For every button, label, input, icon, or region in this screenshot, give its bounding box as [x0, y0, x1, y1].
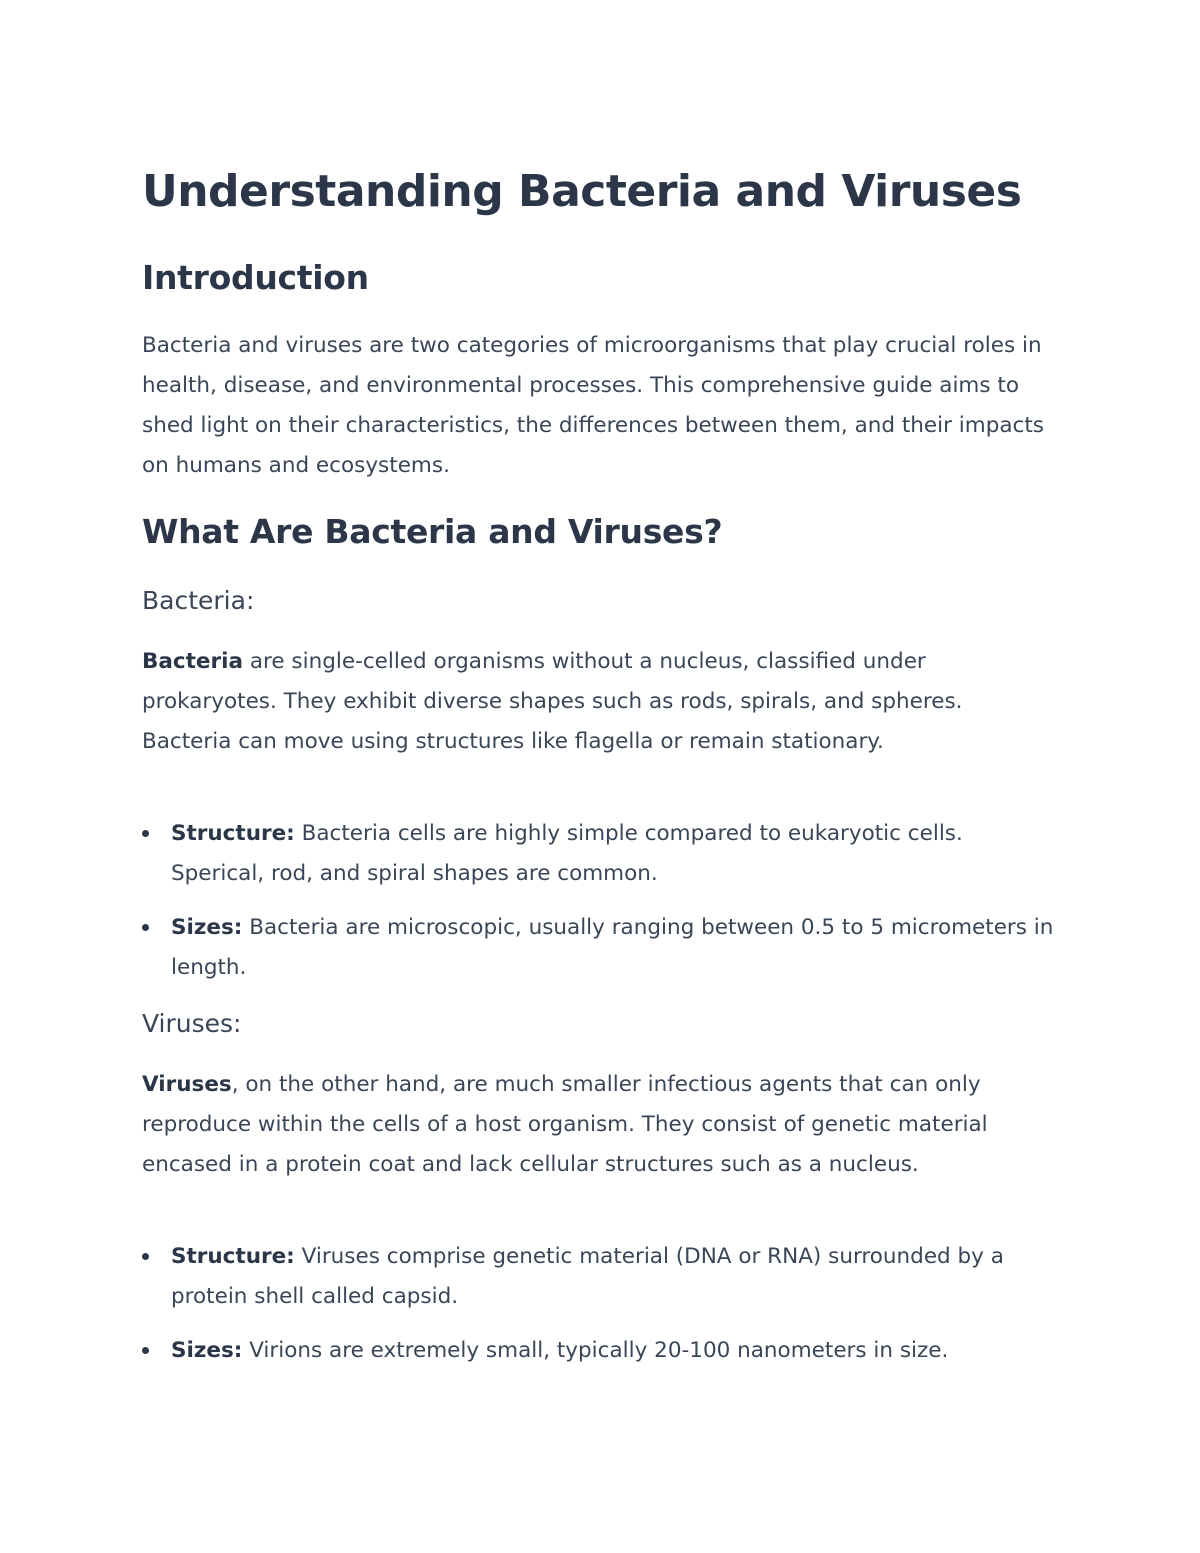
bullet-term: Sizes:: [171, 1338, 243, 1363]
bullet-term: Structure:: [171, 1244, 295, 1269]
bullet-text: Bacteria are microscopic, usually ranging between 0.5 to 5 micrometers in length.: [171, 915, 1054, 980]
bacteria-paragraph: [142, 642, 1057, 762]
viruses-subheading: Viruses:: [142, 1009, 242, 1038]
document-title: Understanding Bacteria and Viruses: [142, 166, 1022, 217]
viruses-lead-text: , on the other hand, are much smaller infectious agents that can only reproduce within the cells of a host organism. They consist of genetic material encased in a protein coat and lack cellular structures such as a nucleus.: [142, 1072, 988, 1177]
bacteria-lead-term: Bacteria: [142, 649, 243, 674]
bullet-dot-icon: [142, 1253, 149, 1260]
what-are-heading: What Are Bacteria and Viruses?: [142, 512, 723, 551]
bullet-text: Viruses comprise genetic material (DNA or RNA) surrounded by a protein shell called capsid.: [171, 1244, 1004, 1309]
list-item: [142, 908, 1057, 988]
bullet-text: Virions are extremely small, typically 20-100 nanometers in size.: [242, 1338, 949, 1363]
bullet-dot-icon: [142, 924, 149, 931]
bacteria-lead-text: are single-celled organisms without a nucleus, classified under prokaryotes. They exhibit diverse shapes such as rods, spirals, and spheres. Bacteria can move using structures like flagella or remain stationary.: [142, 649, 963, 754]
bacteria-bullet-list: [142, 814, 1057, 988]
bullet-term: Sizes:: [171, 915, 243, 940]
bullet-term: Structure:: [171, 821, 295, 846]
viruses-paragraph: [142, 1065, 1057, 1185]
introduction-paragraph: Bacteria and viruses are two categories of microorganisms that play crucial roles in health, disease, and environmental processes. This comprehensive guide aims to shed light on their characteristics, the differences between them, and their impacts on humans and ecosystems.: [142, 333, 1044, 478]
introduction-heading: Introduction: [142, 258, 369, 297]
viruses-lead-term: Viruses: [142, 1072, 232, 1097]
viruses-bullet-list: [142, 1237, 1057, 1371]
list-item: [142, 1237, 1057, 1317]
bullet-dot-icon: [142, 1347, 149, 1354]
list-item: [142, 1331, 1057, 1371]
bacteria-subheading: Bacteria:: [142, 586, 255, 615]
bullet-text: Bacteria cells are highly simple compared to eukaryotic cells. Sperical, rod, and spiral shapes are common.: [171, 821, 963, 886]
bullet-dot-icon: [142, 830, 149, 837]
list-item: [142, 814, 1057, 894]
